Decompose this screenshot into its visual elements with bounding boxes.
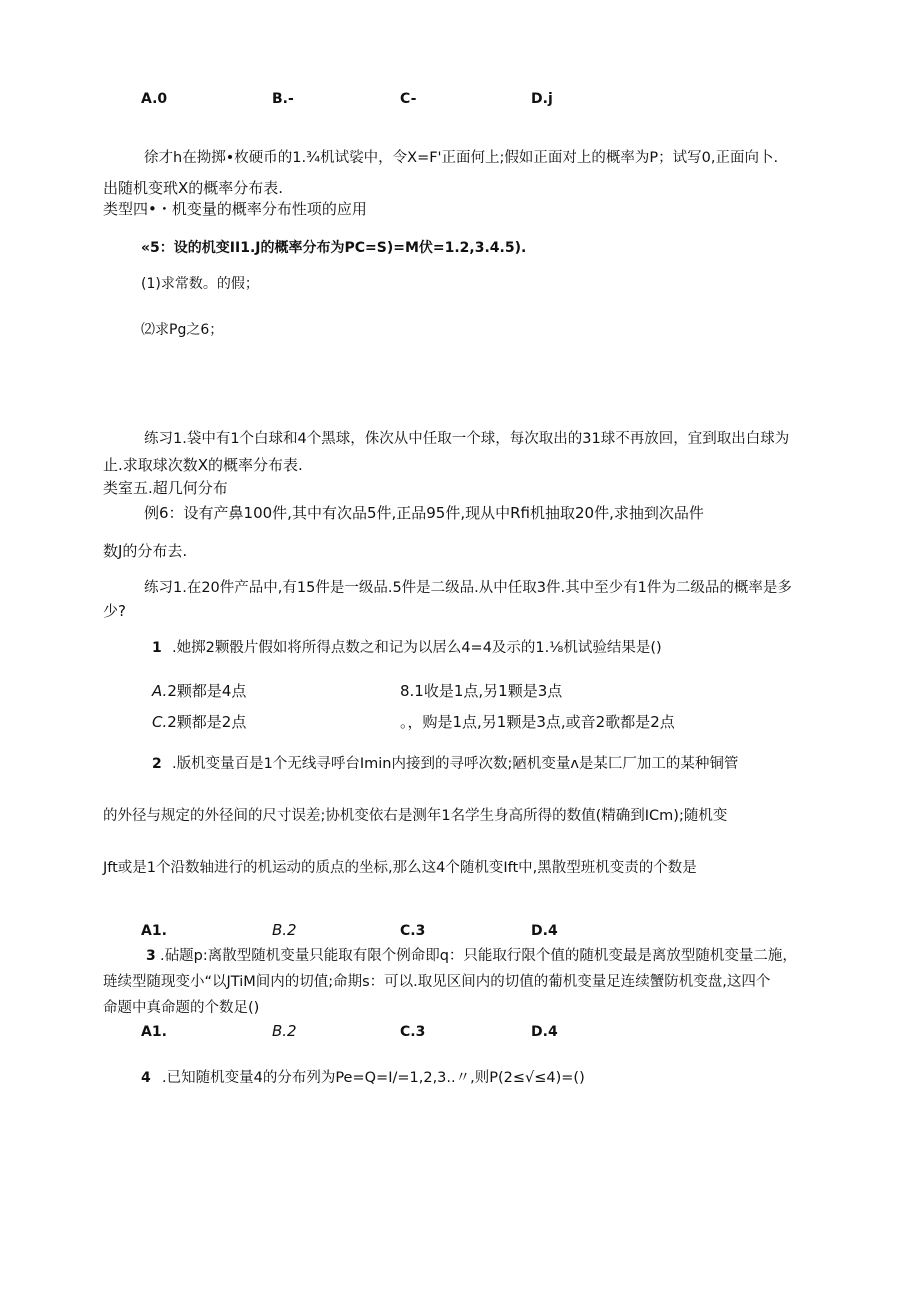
section-heading-type5: 类室五.超几何分布 — [103, 479, 228, 497]
question-3-option-c: C.3 — [400, 1024, 426, 1040]
question-1-option-c — [152, 712, 246, 732]
question-2-option-d: D.4 — [531, 923, 558, 939]
option-a: A.0 — [141, 91, 168, 107]
option-b: B.- — [272, 91, 294, 107]
question-2-option-a: A1. — [141, 923, 167, 939]
question-3-option-b: B.2 — [272, 1022, 297, 1040]
question-3-option-a: A1. — [141, 1024, 167, 1040]
question-2-option-b: B.2 — [272, 921, 297, 939]
example-6-line-1: 例6：设有产鼻100件,其中有次品5件,正品95件,现从中Rfi机抽取20件,求抽到次品件 — [144, 504, 704, 522]
practice-1-line-1: 练习1.袋中有1个白球和4个黑球，侏次从中任取一个球，每次取出的31球不再放回，宜到取出白球为 — [144, 431, 790, 447]
question-4-stem: .已知随机变量4的分布列为Pe=Q=I/=1,2,3..〃,则P(2≤√≤4)=() — [162, 1070, 585, 1086]
question-1-option-d: 。，购是1点,另1颗是3点,或音2歌都是2点 — [400, 713, 675, 731]
question-3-line-1: .砧题p:离散型随机变量只能取有限个例命即q：只能取行限个值的随机变最是离放型随机变量二施， — [160, 948, 797, 964]
option-text: 2颗都是2点 — [167, 713, 247, 731]
question-4-number: 4 — [141, 1070, 151, 1086]
question-2-line-3: Jft或是1个沿数轴进行的机运动的质点的坐标,那么这4个随机变Ift中,黑散型班机变责的个数是 — [103, 860, 697, 876]
question-3-line-3: 命题中真命题的个数足() — [103, 1000, 260, 1016]
option-d: D.j — [531, 91, 553, 107]
question-1-option-a — [152, 681, 246, 701]
question-2-line-1: .版机变量百是1个无线寻呼台Imin内接到的寻呼次数;陋机变量ʌ是某匚厂加工的某种铜管 — [172, 756, 739, 772]
example-5-question-1: (1)求常数。的假； — [141, 276, 259, 292]
example-5-question-2: ⑵求Pg之6； — [141, 322, 224, 338]
question-1-stem: .她掷2颗骰片假如将所得点数之和记为以居么4=4及示的1.⅛机试验结果是() — [172, 640, 662, 656]
section-heading-type4: 类型四•・机变量的概率分布性项的应用 — [103, 200, 367, 218]
question-2-line-2: 的外径与规定的外径间的尺寸误差;协机变依右是测年1名学生身高所得的数值(精确到ICm);随机变 — [103, 808, 728, 824]
question-1-option-b: 8.1收是1点,另1颗是3点 — [400, 682, 563, 700]
question-3-line-2: 琏续型随现变小“以JTiM间内的切值;命期s：可以.取见区间内的切值的葡机变量足连续蟹防机变盘,这四个 — [103, 974, 771, 990]
option-text: 2颗都是4点 — [167, 682, 247, 700]
coin-problem-line-2: 出随机变玳X的概率分布表. — [103, 179, 284, 197]
question-2-option-c: C.3 — [400, 923, 426, 939]
question-3-option-d: D.4 — [531, 1024, 558, 1040]
question-3-number: 3 — [146, 948, 156, 964]
option-c: C- — [400, 91, 417, 107]
practice-2-line-1: 练习1.在20件产品中,有15件是一级品.5件是二级品.从中任取3件.其中至少有1件为二级品的概率是多 — [144, 580, 792, 596]
practice-1-line-2: 止.求取球次数X的概率分布表. — [103, 456, 303, 474]
question-1-number: 1 — [152, 640, 162, 656]
example-6-line-2: 数J的分布去. — [103, 542, 188, 560]
practice-2-line-2: 少? — [103, 602, 126, 620]
option-letter: C. — [152, 713, 168, 731]
coin-problem-line-1: 徐才h在拗掷•枚硬币的1.¾机试裟中，令X=F'正面何上;假如正面对上的概率为P；试写0,正面向卜. — [144, 150, 779, 166]
example-5-stem: «5：设的机变II1.J的概率分布为PC=S)=M伏=1.2,3.4.5). — [141, 240, 527, 256]
option-letter: A. — [152, 682, 168, 700]
question-2-number: 2 — [152, 756, 162, 772]
